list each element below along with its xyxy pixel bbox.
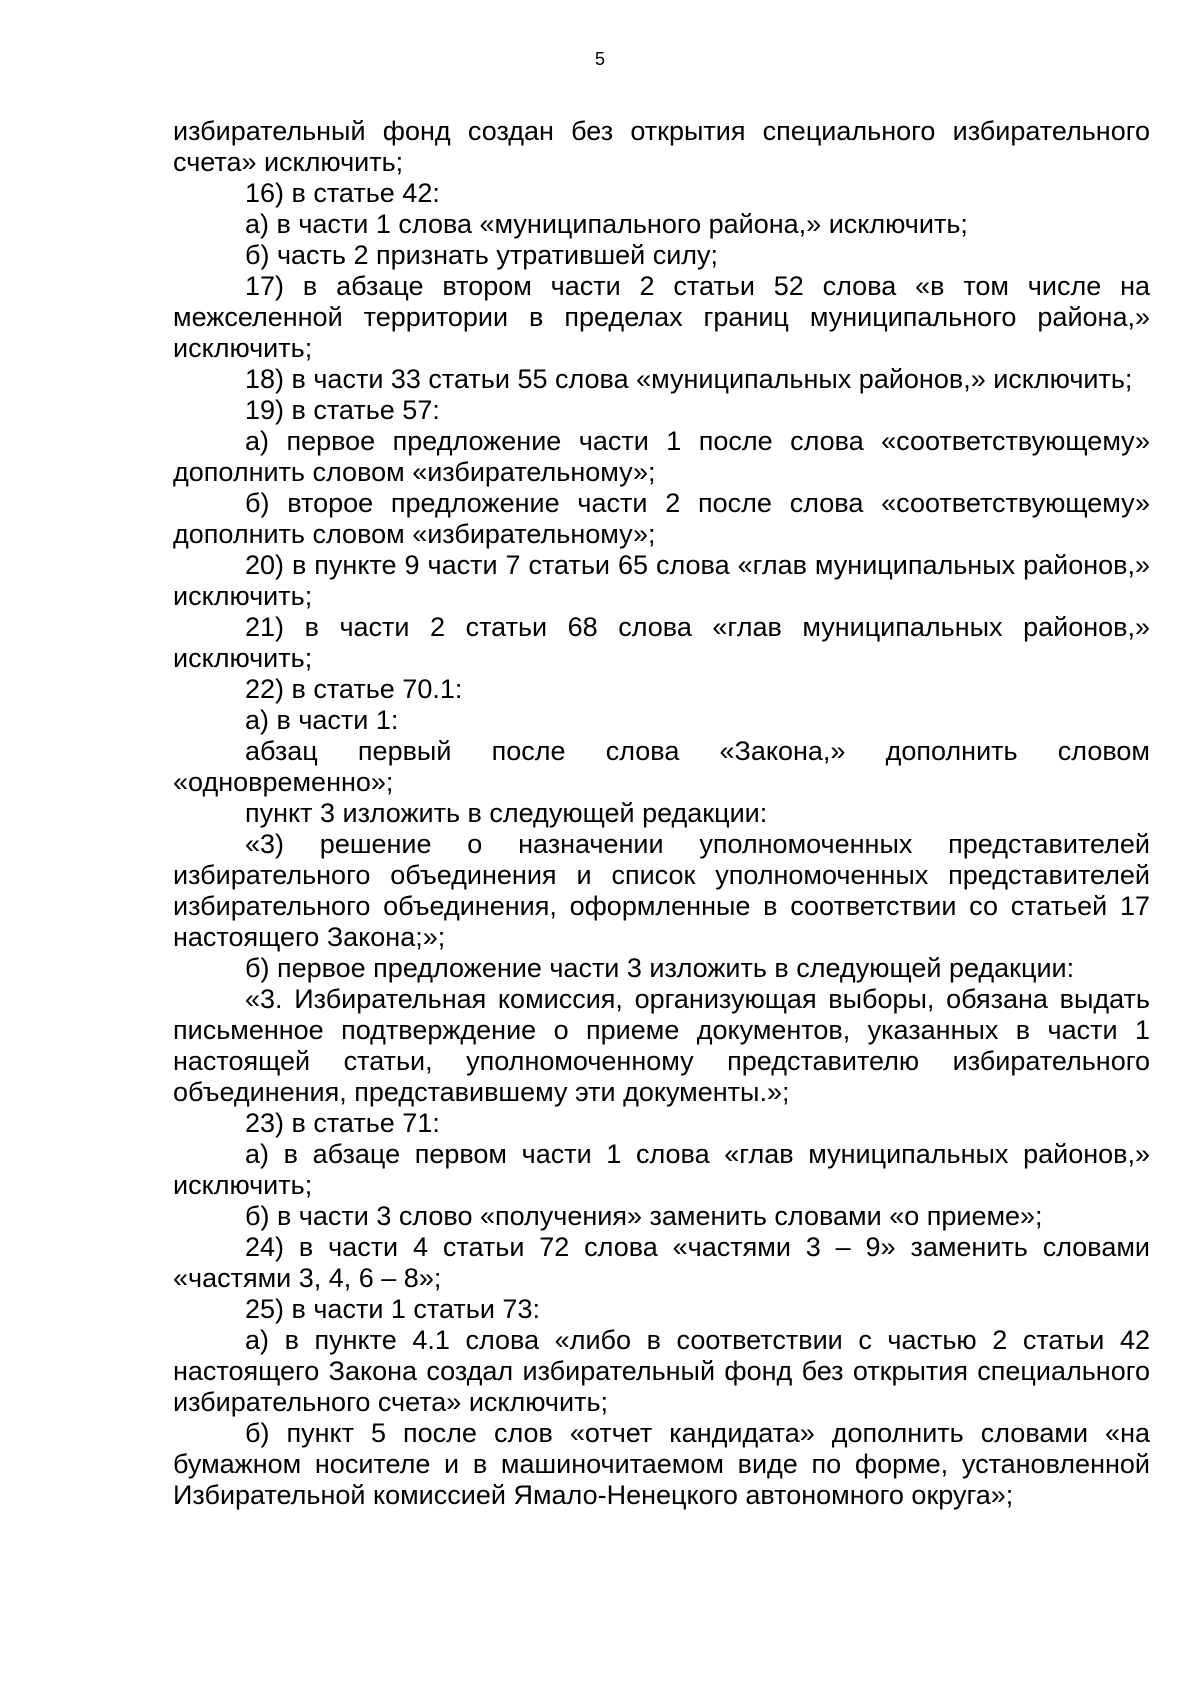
paragraph: пункт 3 изложить в следующей редакции: [245,798,768,828]
paragraph: «3) решение о назначении уполномоченных представителей избирательного объединения и список уполномоченных представителей избирательного объединения, оформленные в соответствии со статьей 17 настоящего Закона;»; [173,829,1150,952]
paragraph: 19) в статье 57: [245,395,440,425]
paragraph: а) в части 1: [245,705,399,735]
paragraph: 25) в части 1 статьи 73: [245,1294,540,1324]
paragraph: б) в части 3 слово «получения» заменить словами «о приеме»; [245,1201,1043,1231]
paragraph: избирательный фонд создан без открытия специального избирательного счета» исключить; [173,116,1150,177]
paragraph: а) первое предложение части 1 после слова «соответствующему» дополнить словом «избирательному»; [173,426,1150,487]
paragraph: б) часть 2 признать утратившей силу; [245,240,719,270]
paragraph: 18) в части 33 статьи 55 слова «муниципальных районов,» исключить; [245,364,1133,394]
paragraph: 24) в части 4 статьи 72 слова «частями 3 – 9» заменить словами «частями 3, 4, 6 – 8»; [173,1232,1150,1293]
paragraph: абзац первый после слова «Закона,» дополнить словом «одновременно»; [173,736,1150,797]
document-body [173,116,1150,1511]
paragraph: а) в пункте 4.1 слова «либо в соответствии с частью 2 статьи 42 настоящего Закона создал избирательный фонд без открытия специального избирательного счета» исключить; [173,1325,1150,1417]
paragraph: б) пункт 5 после слов «отчет кандидата» дополнить словами «на бумажном носителе и в машиночитаемом виде по форме, установленной Избирательной комиссией Ямало-Ненецкого автономного округа»; [173,1418,1150,1510]
paragraph: «3. Избирательная комиссия, организующая выборы, обязана выдать письменное подтверждение о приеме документов, указанных в части 1 настоящей статьи, уполномоченному представителю избирательного объединения, представившему эти документы.»; [173,984,1150,1107]
page-number: 5 [594,49,605,69]
paragraph: 21) в части 2 статьи 68 слова «глав муниципальных районов,» исключить; [173,612,1150,673]
paragraph: 17) в абзаце втором части 2 статьи 52 слова «в том числе на межселенной территории в пределах границ муниципального района,» исключить; [173,271,1150,363]
paragraph: 20) в пункте 9 части 7 статьи 65 слова «глав муниципальных районов,» исключить; [173,550,1150,611]
paragraph: 16) в статье 42: [245,178,440,208]
paragraph: 23) в статье 71: [245,1108,440,1138]
paragraph: 22) в статье 70.1: [245,674,463,704]
paragraph: б) первое предложение части 3 изложить в следующей редакции: [245,953,1075,983]
paragraph: а) в абзаце первом части 1 слова «глав муниципальных районов,» исключить; [173,1139,1150,1200]
paragraph: б) второе предложение части 2 после слова «соответствующему» дополнить словом «избирательному»; [173,488,1150,549]
paragraph: а) в части 1 слова «муниципального района,» исключить; [245,209,968,239]
